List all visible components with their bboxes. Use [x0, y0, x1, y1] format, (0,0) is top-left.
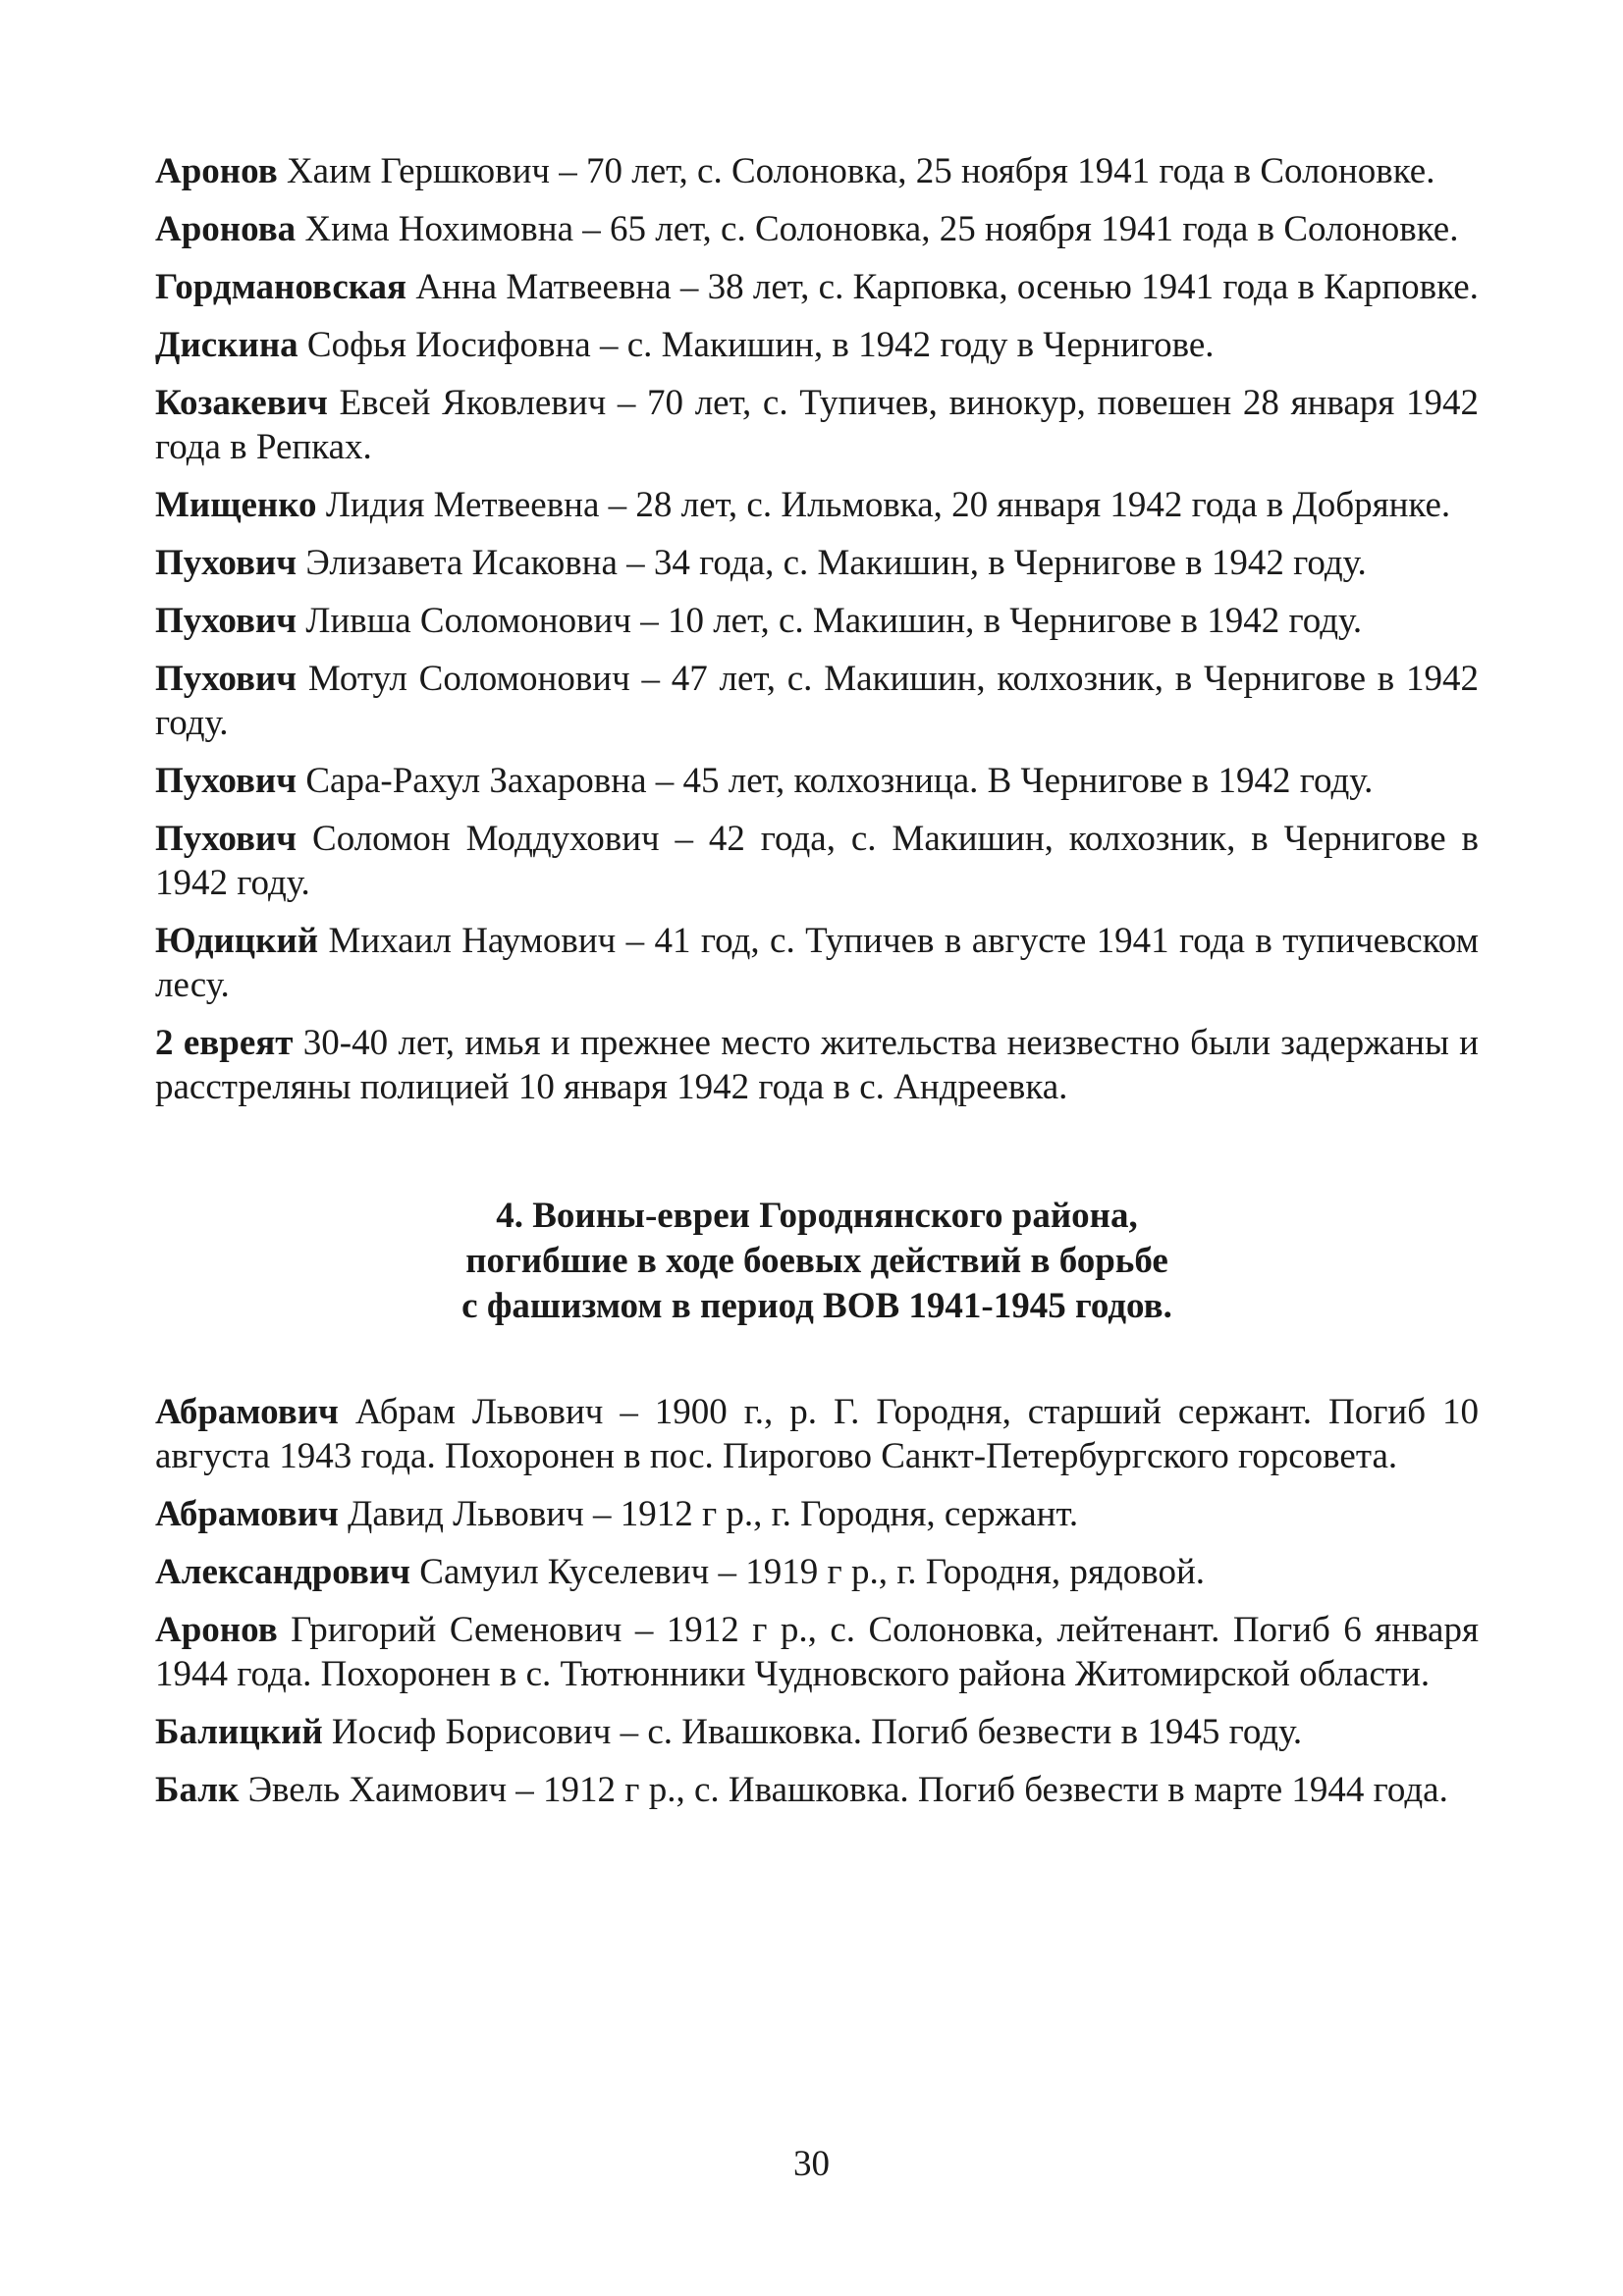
soldier-surname: Абрамович [155, 1494, 339, 1534]
victim-surname: Аронова [155, 209, 297, 249]
victim-surname: Дискина [155, 325, 298, 365]
soldier-surname: Абрамович [155, 1392, 339, 1432]
victim-surname: Пухович [155, 819, 298, 859]
victim-details: Сара-Рахул Захаровна – 45 лет, колхозница. В Чернигове в 1942 году. [297, 761, 1374, 801]
soldier-details: Эвель Хаимович – 1912 г р., с. Ивашковка. Погиб безвести в марте 1944 года. [239, 1770, 1448, 1810]
soldier-entry [155, 1768, 1479, 1812]
section-heading [155, 1194, 1479, 1329]
victim-details: Софья Иосифовна – с. Макишин, в 1942 году в Чернигове. [298, 325, 1215, 365]
victim-entry [155, 323, 1479, 367]
soldier-details: Григорий Семенович – 1912 г р., с. Солоновка, лейтенант. Погиб 6 января 1944 года. Похоронен в с. Тютюнники Чудновского района Житомирской области. [155, 1610, 1479, 1694]
victim-entry [155, 919, 1479, 1007]
victim-entry [155, 817, 1479, 905]
victim-surname: Пухович [155, 761, 298, 801]
victim-entry [155, 483, 1479, 527]
victim-details: Лидия Метвеевна – 28 лет, с. Ильмовка, 20 января 1942 года в Добрянке. [316, 485, 1451, 525]
soldier-surname: Аронов [155, 1610, 278, 1650]
victim-details: Анна Матвеевна – 38 лет, с. Карповка, осенью 1941 года в Карповке. [406, 267, 1479, 307]
victim-details: Михаил Наумович – 41 год, с. Тупичев в августе 1941 года в тупичевском лесу. [155, 921, 1479, 1005]
soldier-surname: Балицкий [155, 1712, 323, 1752]
victim-surname: Гордмановская [155, 267, 407, 307]
victim-surname: Аронов [155, 151, 278, 191]
victim-entry [155, 265, 1479, 309]
soldier-entry [155, 1710, 1479, 1754]
document-page [155, 149, 1479, 1826]
victim-surname: Пухович [155, 601, 298, 641]
victim-details: Хима Нохимовна – 65 лет, с. Солоновка, 25 ноября 1941 года в Солоновке. [296, 209, 1459, 249]
soldier-entry [155, 1492, 1479, 1536]
soldier-entry [155, 1390, 1479, 1478]
victim-surname: Мищенко [155, 485, 317, 525]
victim-surname: 2 евреят [155, 1023, 294, 1063]
page-number: 30 [793, 2144, 830, 2184]
soldier-details: Иосиф Борисович – с. Ивашковка. Погиб безвести в 1945 году. [322, 1712, 1303, 1752]
soldier-details: Самуил Куселевич – 1919 г р., г. Городня, рядовой. [410, 1552, 1206, 1592]
soldier-surname: Александрович [155, 1552, 411, 1592]
soldier-details: Абрам Львович – 1900 г., р. Г. Городня, старший сержант. Погиб 10 августа 1943 года. Похоронен в пос. Пирогово Санкт-Петербургского горсовета. [155, 1392, 1479, 1476]
victim-entry [155, 541, 1479, 585]
victim-details: 30-40 лет, имья и прежнее место жительства неизвестно были задержаны и расстреляны полицией 10 января 1942 года в с. Андреевка. [155, 1023, 1479, 1107]
victim-details: Мотул Соломонович – 47 лет, с. Макишин, колхозник, в Чернигове в 1942 году. [155, 659, 1479, 743]
victim-details: Соломон Моддухович – 42 года, с. Макишин, колхозник, в Чернигове в 1942 году. [155, 819, 1479, 903]
victim-entry [155, 1021, 1479, 1109]
victim-details: Ливша Соломонович – 10 лет, с. Макишин, в Чернигове в 1942 году. [297, 601, 1363, 641]
section-heading-line-3: с фашизмом в период ВОВ 1941-1945 годов. [461, 1286, 1172, 1326]
victim-entry [155, 149, 1479, 193]
victim-details: Хаим Гершкович – 70 лет, с. Солоновка, 25 ноября 1941 года в Солоновке. [277, 151, 1435, 191]
victim-details: Евсей Яковлевич – 70 лет, с. Тупичев, винокур, повешен 28 января 1942 года в Репках. [155, 383, 1479, 467]
victim-surname: Пухович [155, 659, 298, 699]
soldier-entry [155, 1608, 1479, 1696]
soldier-entry [155, 1550, 1479, 1594]
victim-surname: Козакевич [155, 383, 328, 423]
victim-surname: Юдицкий [155, 921, 319, 961]
victim-entry [155, 599, 1479, 643]
soldier-details: Давид Львович – 1912 г р., г. Городня, сержант. [338, 1494, 1079, 1534]
victim-entry [155, 657, 1479, 745]
victim-details: Элизавета Исаковна – 34 года, с. Макишин, в Чернигове в 1942 году. [297, 543, 1367, 583]
victim-entry [155, 207, 1479, 251]
section-heading-line-1: 4. Воины-евреи Городнянского района, [496, 1196, 1138, 1236]
victim-entry [155, 759, 1479, 803]
victim-surname: Пухович [155, 543, 298, 583]
soldier-surname: Балк [155, 1770, 240, 1810]
victim-entry [155, 381, 1479, 469]
section-heading-line-2: погибшие в ходе боевых действий в борьбе [465, 1241, 1168, 1281]
